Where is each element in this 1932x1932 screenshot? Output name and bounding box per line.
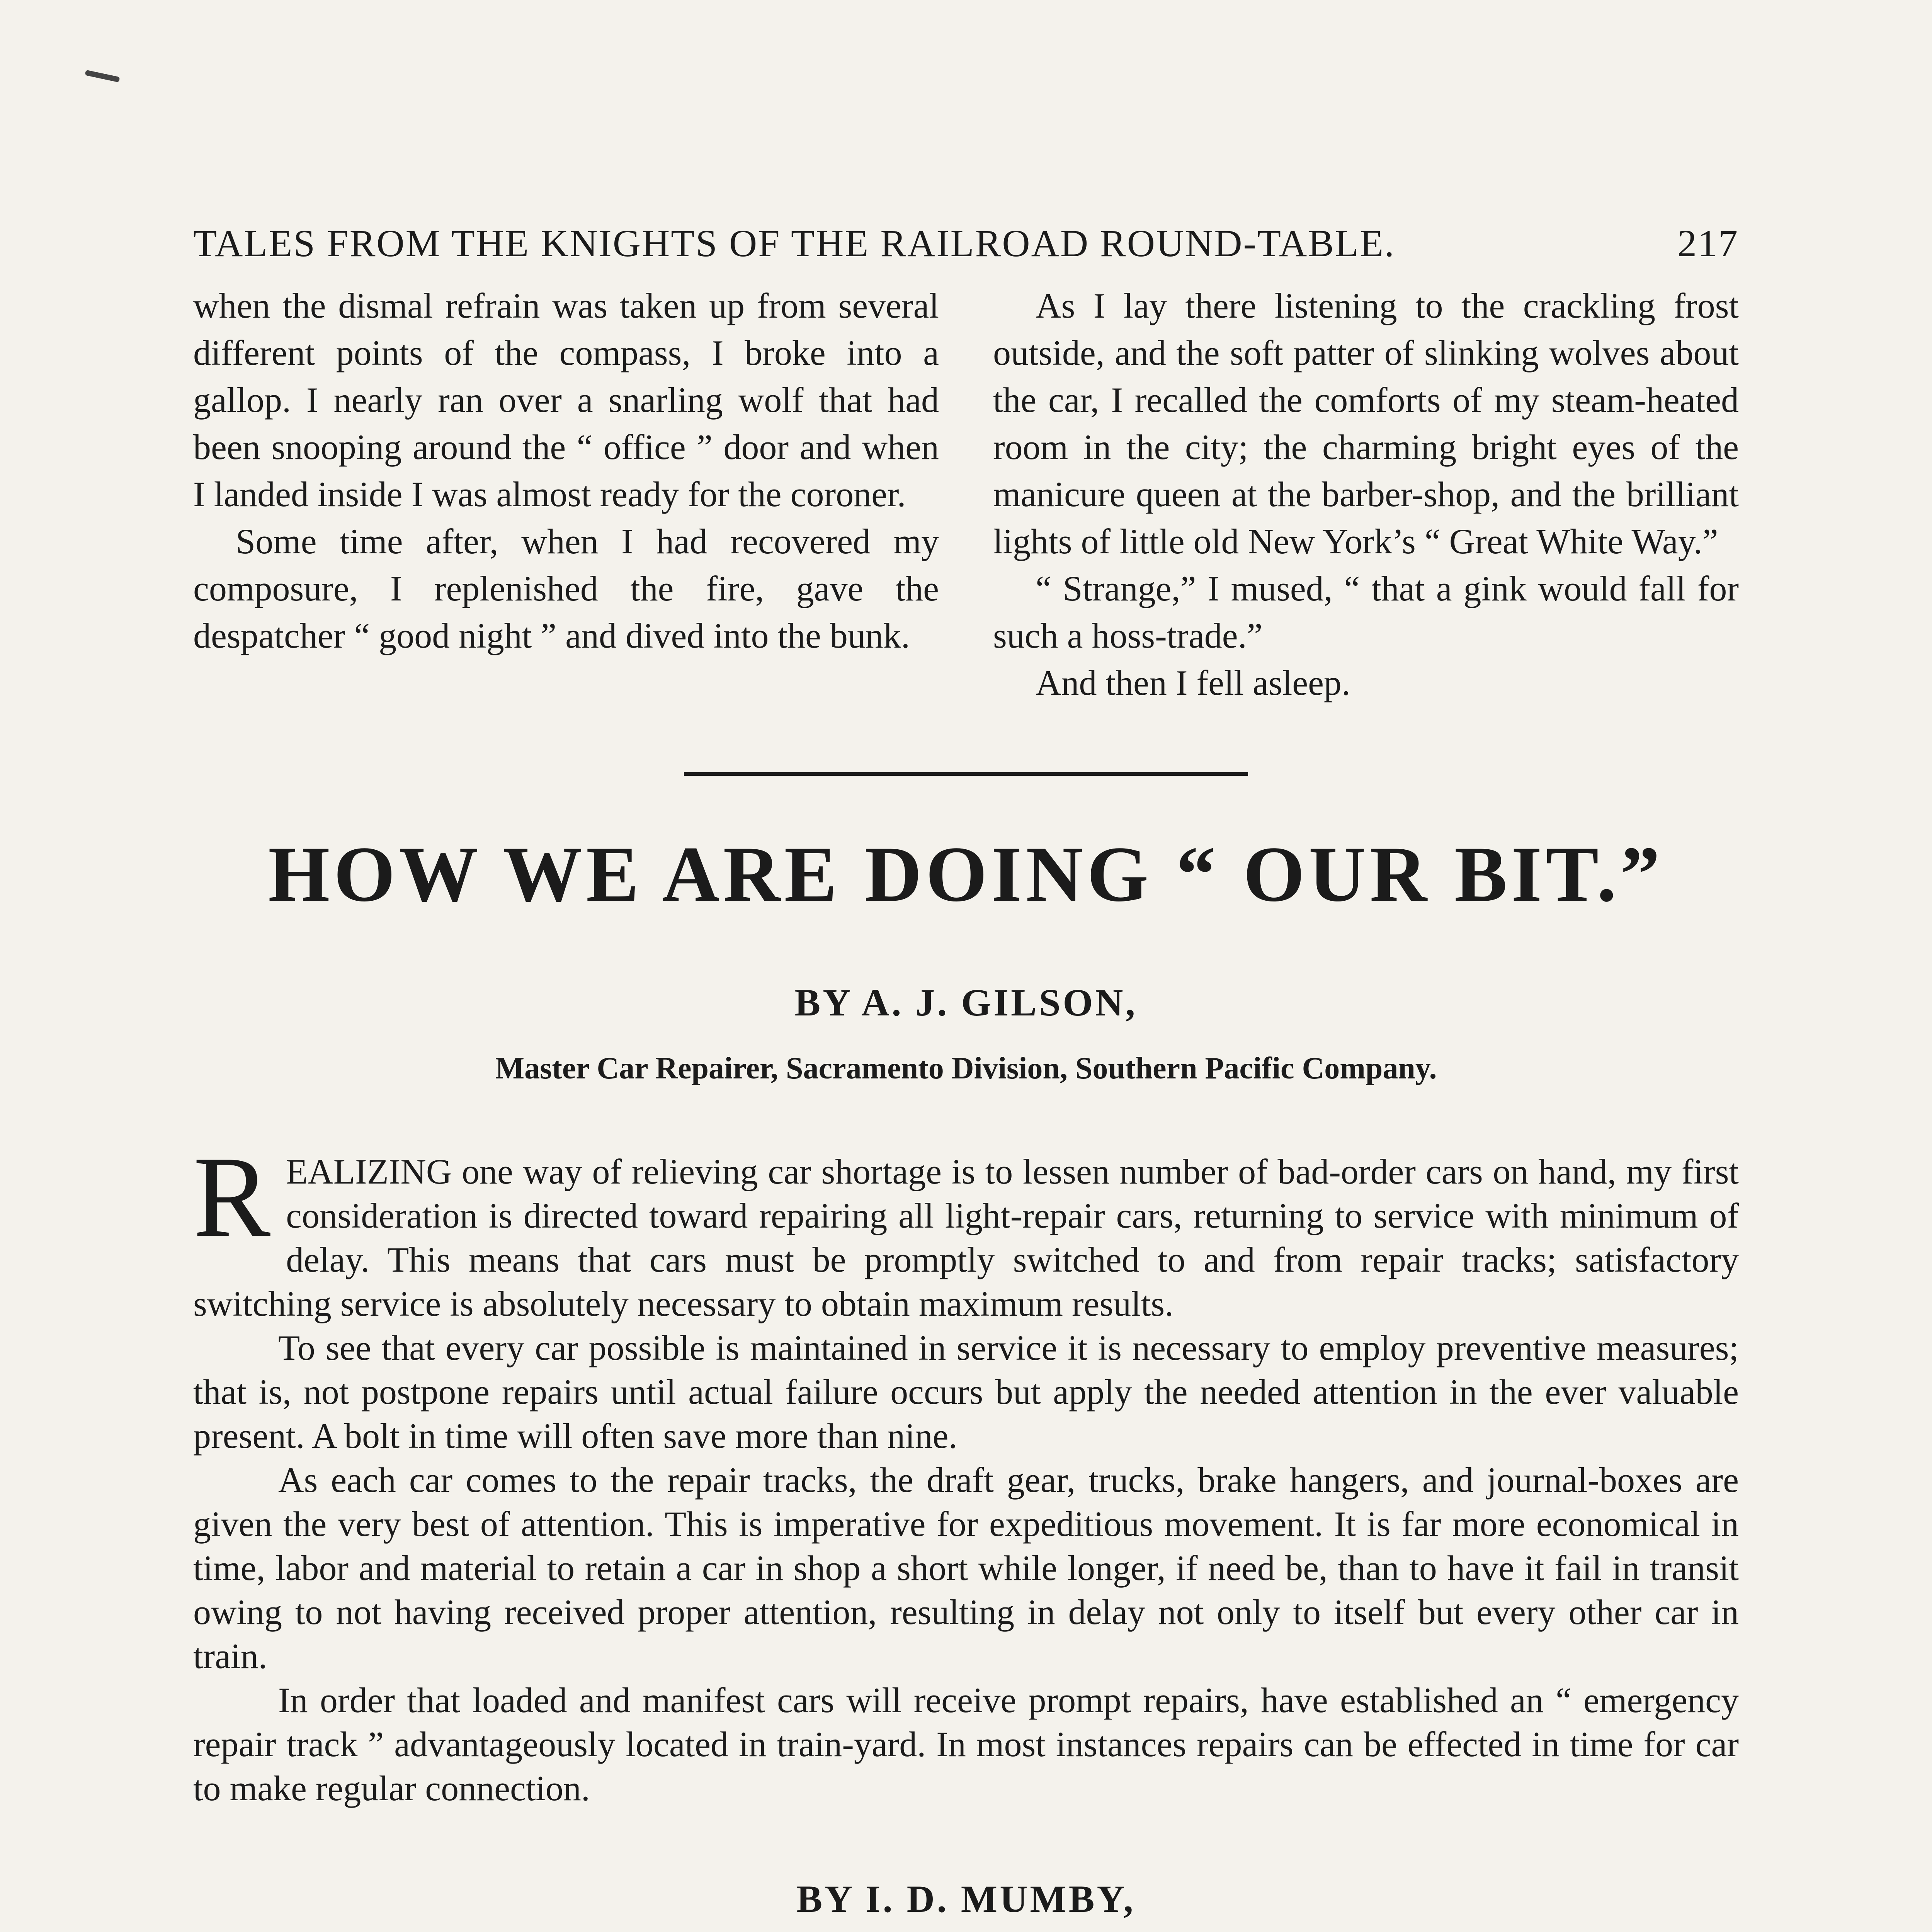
lead-text: EALIZING one way of relieving car shortage is to lessen number of bad-order cars on hand, my first consideration is directed toward repairing all light-repair cars, returning to service with minimum of delay. This means that cars must be promptly switched to and from repair tracks; satisfactory switching service is absolutely necessary to obtain maximum results. xyxy=(193,1152,1739,1324)
byline: BY A. J. GILSON, xyxy=(794,981,1138,1024)
paragraph: “ Strange,” I mused, “ that a gink would fall for such a hoss-trade.” xyxy=(993,569,1739,655)
paragraph: As each car comes to the repair tracks, the draft gear, trucks, brake hangers, and journal-boxes are given the very best of attention. This is imperative for expeditious movement. It is far more economical in time, labor and material to retain a car in shop a short while longer, if need be, than to have it fail in transit owing to not having received proper attention, resulting in delay not only to itself but every other car in train. xyxy=(193,1460,1739,1676)
paragraph: To see that every car possible is maintained in service it is necessary to employ preventive measures; that is, not postpone repairs until actual failure occurs but apply the needed attention in the ever valuable present. A bolt in time will often save more than nine. xyxy=(193,1328,1739,1456)
byline: BY I. D. MUMBY, xyxy=(796,1878,1136,1921)
magazine-page xyxy=(193,216,1739,1932)
author-affiliation: Master Car Repairer, Sacramento Division, Southern Pacific Company. xyxy=(495,1051,1437,1086)
article-section xyxy=(193,1133,1739,1810)
lead-paragraph xyxy=(193,1133,1739,1326)
paragraph: Some time after, when I had recovered my composure, I replenished the fire, gave the despatcher “ good night ” and dived into the bunk. xyxy=(193,522,939,655)
page-number: 217 xyxy=(1677,222,1739,265)
paragraph: And then I fell asleep. xyxy=(1036,663,1350,702)
running-head-title: TALES FROM THE KNIGHTS OF THE RAILROAD ROUND-TABLE. xyxy=(193,222,1396,265)
section-divider xyxy=(684,772,1248,776)
paragraph: when the dismal refrain was taken up from several different points of the compass, I broke into a gallop. I nearly ran over a snarling wolf that had been snooping around the “ office ” door and when I landed inside I was almost ready for the coroner. xyxy=(193,286,939,514)
right-column xyxy=(993,282,1739,706)
paragraph: As I lay there listening to the crackling frost outside, and the soft patter of slinking wolves about the car, I recalled the comforts of my steam-heated room in the city; the charming bright eyes of the manicure queen at the barber-shop, and the brilliant lights of little old New York’s “ Great White Way.” xyxy=(993,286,1739,561)
article-title: HOW WE ARE DOING “ OUR BIT.” xyxy=(268,830,1664,918)
running-head xyxy=(193,216,1739,270)
continuation-columns xyxy=(193,282,1739,706)
page-smudge xyxy=(85,70,120,82)
drop-cap: R xyxy=(193,1133,271,1261)
paragraph: In order that loaded and manifest cars will receive prompt repairs, have established an “ emergency repair track ” advantageously located in train-yard. In most instances repairs can be effected in time for car to make regular connection. xyxy=(193,1680,1739,1808)
left-column xyxy=(193,282,939,706)
